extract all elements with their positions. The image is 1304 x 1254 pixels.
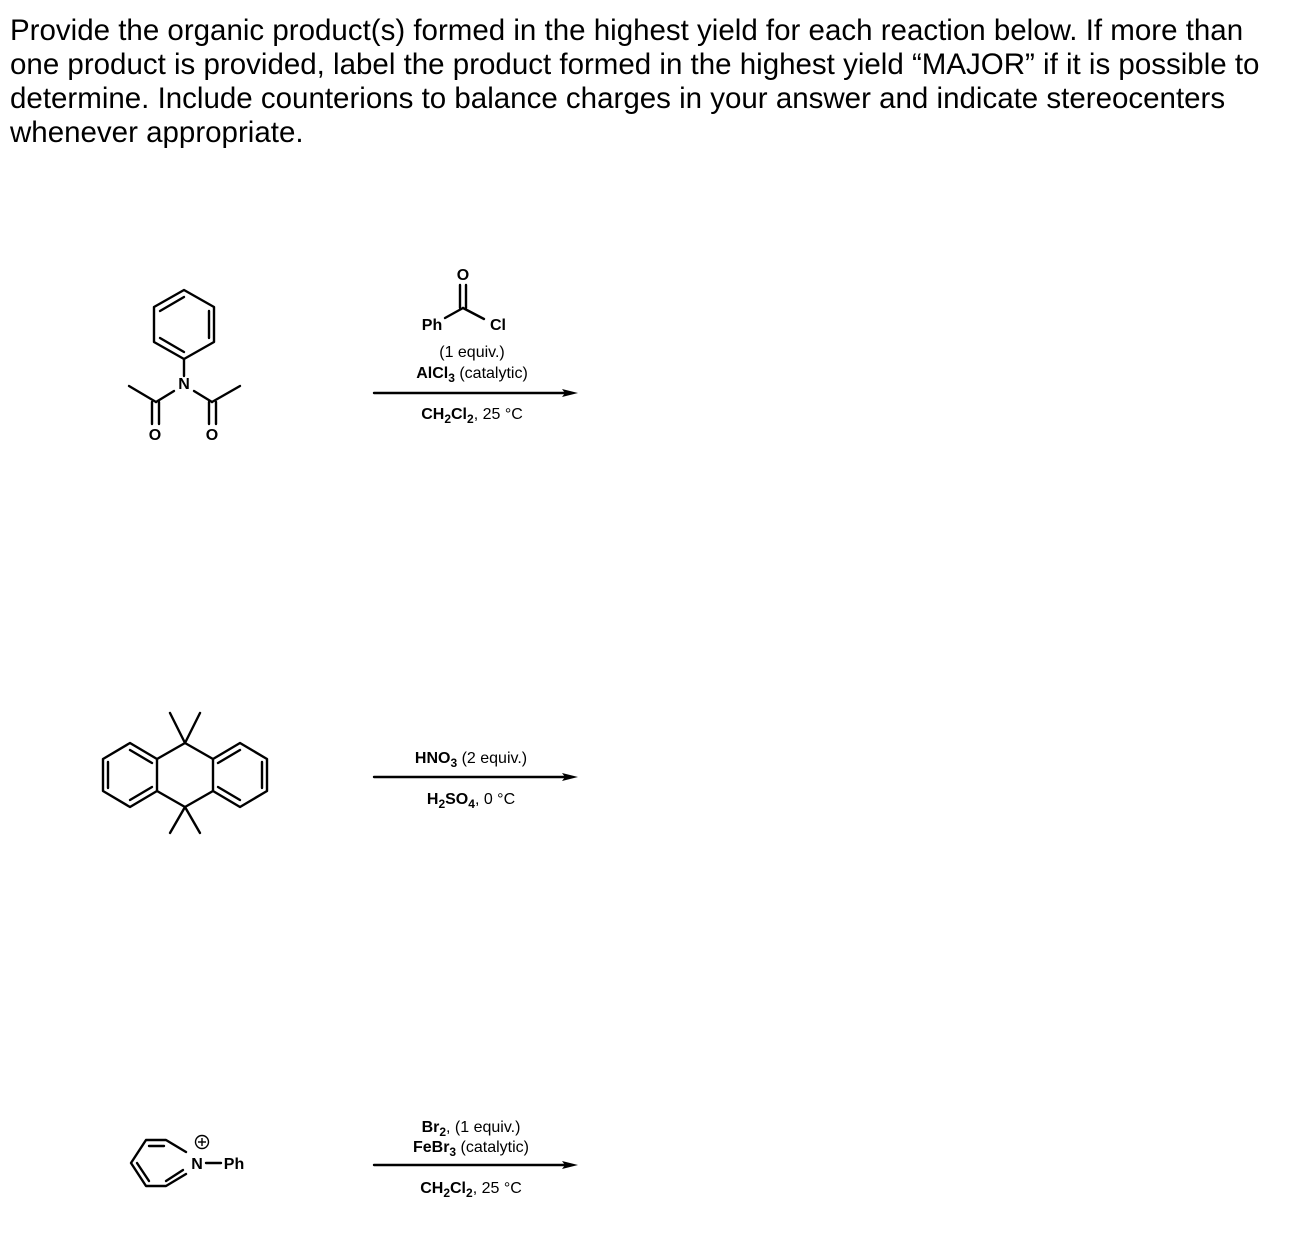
reagent-1-atom-cl: Cl	[490, 317, 506, 334]
reactant-1-methyl-right	[212, 386, 240, 402]
reactant-3-structure	[131, 1136, 244, 1187]
reagent-1-ph-c-bond	[445, 308, 463, 318]
reactant-2-structure	[103, 713, 267, 833]
rxn3-condition-solvent: $CH_2Cl_2$, 25 °C	[420, 1180, 522, 1200]
reactant-1-n-c-bond-right	[194, 391, 212, 402]
rxn1-condition-solvent: $CH_2Cl_2$, 25 °C	[421, 406, 523, 426]
rxn2-arrow	[374, 773, 578, 781]
reactant-2-right-ring	[213, 743, 267, 807]
reagent-1-structure	[422, 267, 506, 334]
rxn3-condition-reagent: $Br_2$, (1 equiv.)	[421, 1119, 521, 1139]
rxn1-arrow	[374, 389, 578, 397]
reagent-1-atom-o: O	[456, 267, 470, 284]
rxn2-condition-reagent: $HNO_3$ (2 equiv.)	[414, 750, 528, 770]
rxn2-condition-acid: $H_2SO_4$, 0 °C	[426, 791, 516, 811]
reactant-1-n-c-bond-left	[156, 391, 174, 402]
reactant-2-left-ring	[103, 743, 157, 807]
rxn3-condition-catalyst: FeBr$_3$ (catalytic)	[412, 1139, 530, 1159]
rxn1-condition-catalyst: AlCl$_3$ (catalytic)	[416, 365, 528, 385]
reagent-1-c-cl-bond	[463, 308, 484, 319]
rxn3-arrow	[374, 1161, 578, 1169]
reactant-3-positive-charge	[196, 1136, 209, 1149]
reactant-3-atom-ph: Ph	[223, 1156, 245, 1173]
reagent-1-atom-ph: Ph	[421, 317, 443, 334]
reactant-3-atom-n: N	[191, 1156, 203, 1173]
reactant-1-atom-n: N	[178, 376, 190, 393]
reactant-2-central-ring	[157, 743, 213, 807]
reactant-3-pyridinium-ring	[131, 1140, 186, 1186]
reactant-1-atom-o-right: O	[205, 427, 219, 444]
reactant-1-benzene-ring	[154, 290, 214, 359]
rxn1-condition-equiv: (1 equiv.)	[439, 344, 505, 361]
reactant-1-methyl-left	[129, 386, 156, 402]
question-text: Provide the organic product(s) formed in the highest yield for each reaction below. If more than one product is provided, label the product formed in the highest yield “MAJOR” if it is possible to determine. Include counterions to balance charges in your answer and indicate stereocenters whenever appropriate.	[10, 14, 1260, 149]
reactant-1-atom-o-left: O	[148, 427, 162, 444]
reactant-1-structure	[129, 290, 240, 444]
reactant-2-methyl-groups	[170, 713, 200, 833]
